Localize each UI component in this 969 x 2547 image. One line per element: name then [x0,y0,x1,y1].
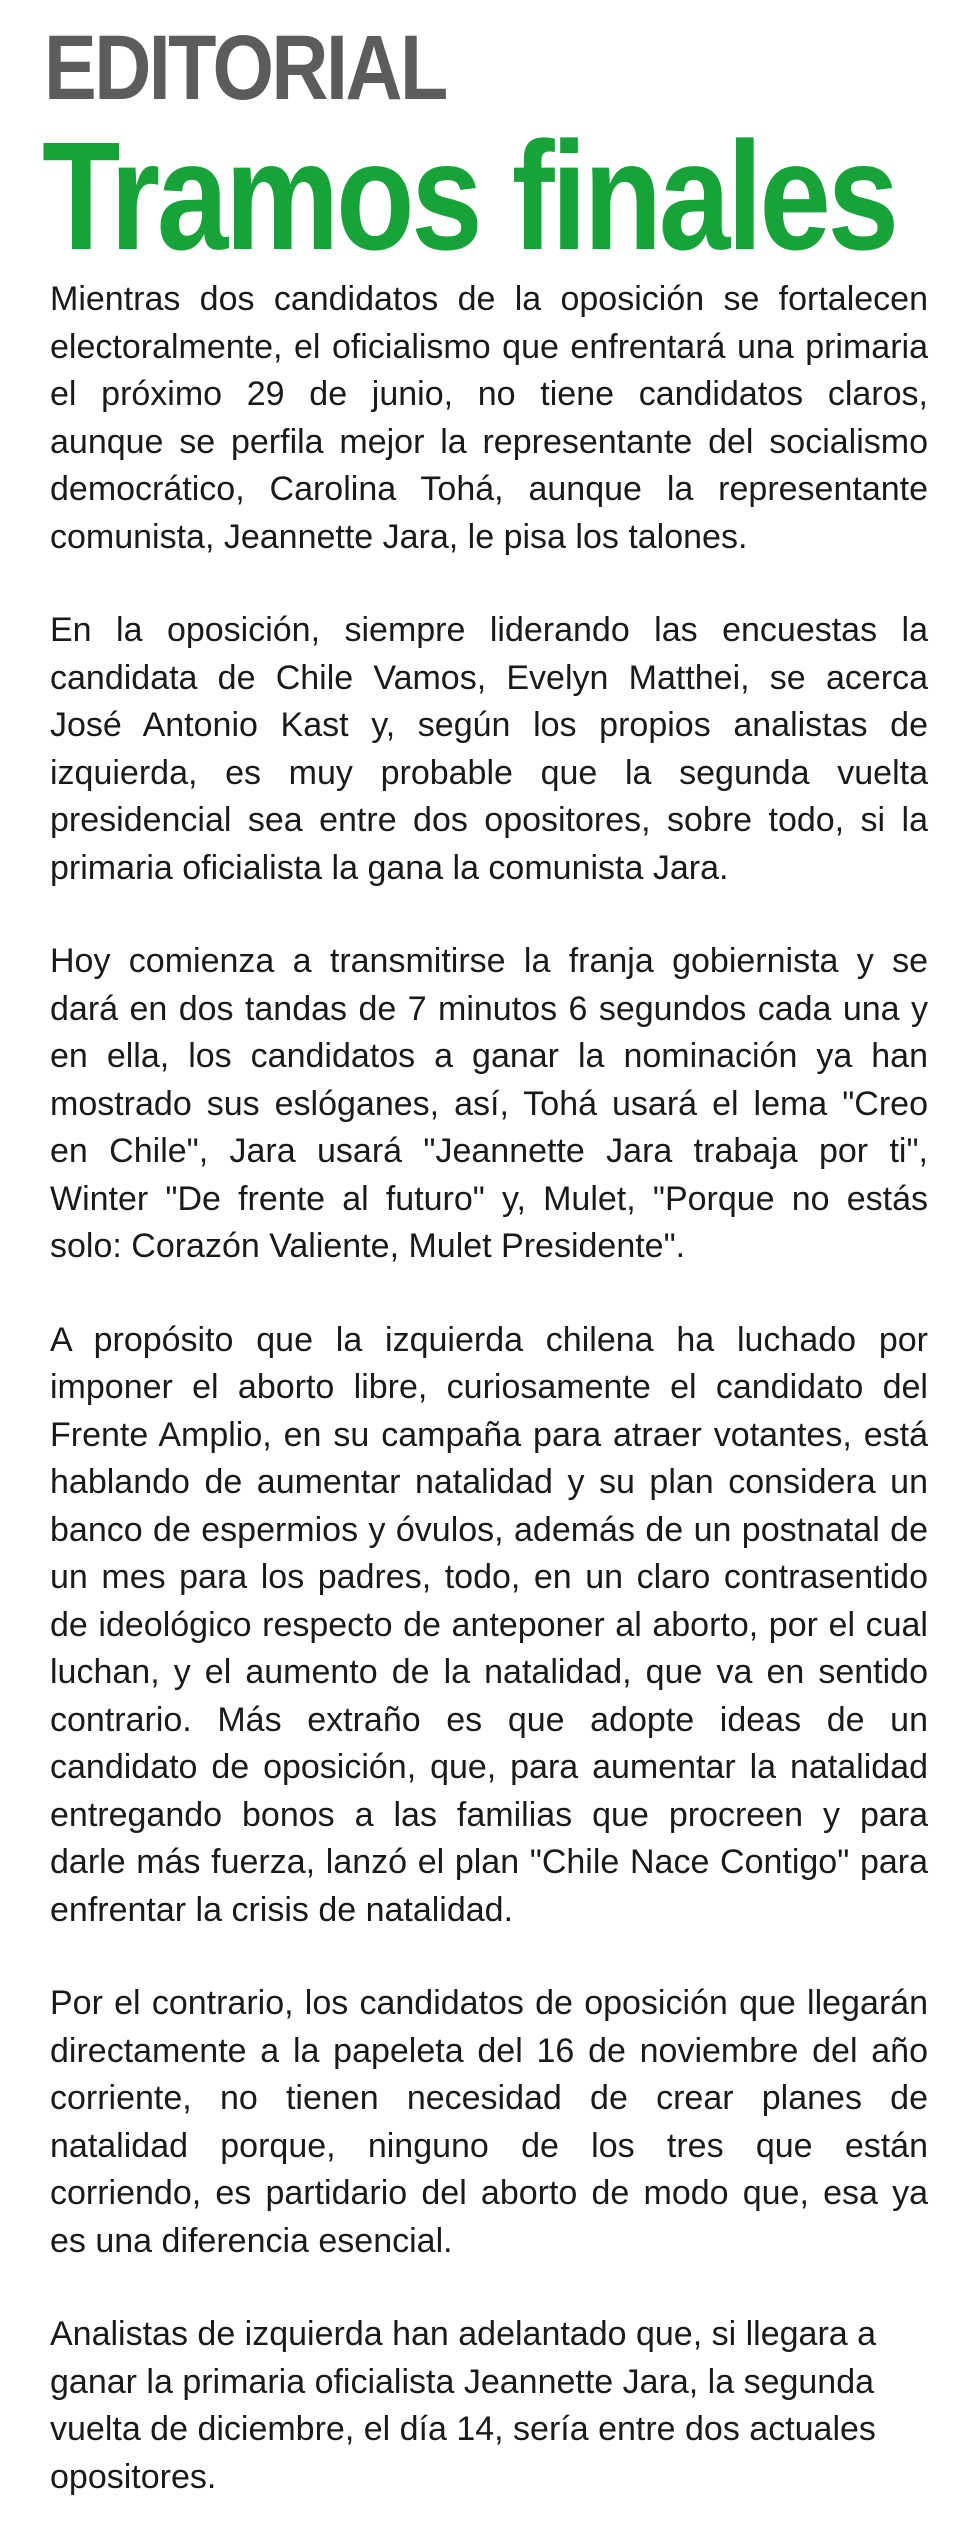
paragraph-5: Por el contrario, los candidatos de oposición que llegarán directamente a la papeleta del 16 de noviembre del año corriente, no tienen necesidad de crear planes de natalidad porque, ninguno de los tres que están corriendo, es partidario del aborto de modo que, esa ya es una diferencia esencial. [50,1984,928,2260]
headline: Tramos finales [42,110,896,282]
section-label: EDITORIAL [44,17,446,119]
paragraph-4: A propósito que la izquierda chilena ha luchado por imponer el aborto libre, curiosamente el candidato del Frente Amplio, en su campaña para atraer votantes, está hablando de aumentar natalidad y su plan considera un banco de espermios y óvulos, además de un postnatal de un mes para los padres, todo, en un claro contrasentido de ideológico respecto de anteponer al aborto, por el cual luchan, y el aumento de la natalidad, que va en sentido contrario. Más extraño es que adopte ideas de un candidato de oposición, que, para aumentar la natalidad entregando bonos a las familias que procreen y para darle más fuerza, lanzó el plan "Chile Nace Contigo" para enfrentar la crisis de natalidad. [50,1320,928,1929]
article-body [50,276,928,2547]
paragraph-6: Analistas de izquierda han adelantado que, si llegara a ganar la primaria oficialista Jeannette Jara, la segunda vuelta de diciembre, el día 14, sería entre dos actuales opositores. [50,2315,877,2496]
paragraph-1: Mientras dos candidatos de la oposición se fortalecen electoralmente, el oficialismo que enfrentará una primaria el próximo 29 de junio, no tiene candidatos claros, aunque se perfila mejor la representante del socialismo democrático, Carolina Tohá, aunque la representante comunista, Jeannette Jara, le pisa los talones. [50,280,928,556]
paragraph-3: Hoy comienza a transmitirse la franja gobiernista y se dará en dos tandas de 7 minutos 6 segundos cada una y en ella, los candidatos a ganar la nominación ya han mostrado sus eslóganes, así, Tohá usará el lema "Creo en Chile", Jara usará "Jeannette Jara trabaja por ti", Winter "De frente al futuro" y, Mulet, "Porque no estás solo: Corazón Valiente, Mulet Presidente". [50,942,928,1265]
paragraph-2: En la oposición, siempre liderando las encuestas la candidata de Chile Vamos, Evelyn Matthei, se acerca José Antonio Kast y, según los propios analistas de izquierda, es muy probable que la segunda vuelta presidencial sea entre dos opositores, sobre todo, si la primaria oficialista la gana la comunista Jara. [50,611,928,887]
